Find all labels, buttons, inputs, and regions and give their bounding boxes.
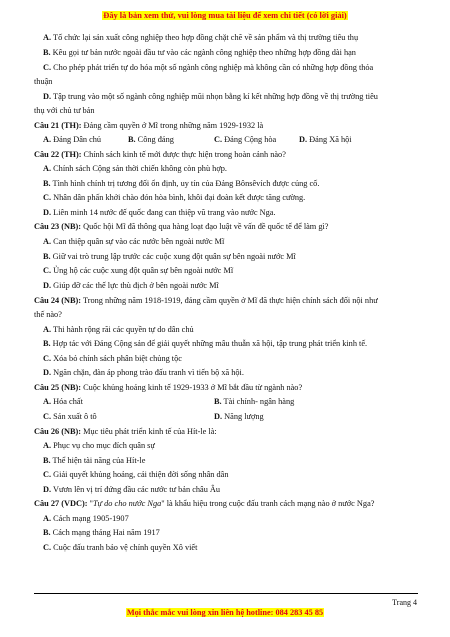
line-text: Cách mạng 1905-1907: [51, 514, 129, 523]
line-label: D.: [43, 208, 52, 217]
line-label: C.: [214, 135, 223, 144]
line-text: Trong những năm 1918-1919, đảng cầm quyền ở Mĩ đã thực hiện chính sách đối nội như: [81, 296, 378, 305]
question-line: [34, 222, 328, 232]
line-label: Câu 26 (NB):: [34, 427, 82, 436]
line-label: A.: [43, 325, 52, 334]
answer-option: [299, 135, 352, 145]
answer-option: [43, 441, 155, 451]
line-text: Nhân dân phấn khởi chào đón hòa bình, khôi đại đoàn kết được tăng cường.: [51, 193, 306, 202]
line-text: Đảng Dân chủ: [51, 135, 102, 144]
line-text: thuận: [34, 77, 53, 86]
answer-option: [43, 92, 378, 102]
line-label: B.: [43, 252, 51, 261]
line-label: D.: [43, 92, 52, 101]
line-text: Tập trung vào một số ngành công nghiệp mũi nhọn bằng kí kết những hợp đồng về thị trường tiêu: [51, 92, 378, 101]
answer-option: [43, 179, 319, 189]
line-label: Câu 22 (TH):: [34, 150, 82, 159]
line-text: Vươn lên vị trí đứng đầu các nước tư bản châu Âu: [51, 485, 221, 494]
line-label: B.: [43, 528, 51, 537]
line-label: Câu 24 (NB):: [34, 296, 82, 305]
answer-option: [43, 193, 305, 203]
line-text: Phục vụ cho mục đích quân sự: [51, 441, 155, 450]
line-text: Thể hiện tài năng của Hít-le: [50, 456, 146, 465]
line-label: D.: [43, 485, 52, 494]
continuation-line: [34, 77, 52, 87]
question-text-post: " là khẩu hiệu trong cuộc đấu tranh cách mạng nào ở nước Nga?: [161, 499, 375, 508]
line-text: Giữ vai trò trung lập trước các cuộc xung đột quân sự bên ngoài nước Mĩ: [50, 252, 296, 261]
answer-option: [43, 339, 367, 349]
line-label: A.: [43, 164, 52, 173]
line-label: C.: [43, 193, 52, 202]
hotline-footer: [0, 608, 450, 617]
line-label: A.: [43, 397, 52, 406]
line-label: D.: [43, 281, 52, 290]
line-text: Tình hình chính trị tương đối ổn định, uy tín của Đảng Bônsêvích được củng cố.: [50, 179, 320, 188]
line-text: Giúp đỡ các thế lực thù địch ở bên ngoài nước Mĩ: [51, 281, 219, 290]
question-line: [34, 383, 302, 393]
answer-option: [43, 543, 197, 553]
line-text: thế nào?: [34, 310, 62, 319]
line-text: Hóa chất: [51, 397, 83, 406]
answer-option: [43, 237, 224, 247]
line-label: Câu 25 (NB):: [34, 383, 82, 392]
answer-option: [43, 48, 356, 58]
answer-option: [43, 164, 227, 174]
preview-banner-text: Đây là bản xem thử, vui lòng mua tài liệu để xem chi tiết (có lời giải): [103, 11, 347, 20]
line-text: Ngăn chặn, đàn áp phong trào đấu tranh vì tiến bộ xã hội.: [51, 368, 244, 377]
line-label: A.: [43, 33, 52, 42]
answer-option: [43, 281, 219, 291]
line-label: B.: [214, 397, 222, 406]
line-text: Kêu gọi tư bản nước ngoài đầu tư vào các ngành công nghiệp theo những hợp đồng dài hạn: [50, 48, 356, 57]
line-text: Giải quyết khủng hoảng, cải thiện đời sống nhân dân: [51, 470, 229, 479]
line-text: Xóa bỏ chính sách phân biệt chủng tộc: [51, 354, 182, 363]
answer-option: [43, 514, 129, 524]
line-text: thụ với chủ tư bản: [34, 106, 95, 115]
line-text: Cách mạng tháng Hai năm 1917: [50, 528, 160, 537]
line-label: A.: [43, 514, 52, 523]
line-text: Chính sách Cộng sản thời chiến không còn phù hợp.: [51, 164, 227, 173]
line-text: Năng lượng: [222, 412, 264, 421]
line-text: Cuộc đấu tranh bảo vệ chính quyền Xô viết: [51, 543, 198, 552]
line-text: Đảng Cộng hòa: [222, 135, 277, 144]
line-text: Ủng hộ các cuộc xung đột quân sự bên ngoài nước Mĩ: [51, 266, 234, 275]
line-label: B.: [43, 456, 51, 465]
line-label: A.: [43, 441, 52, 450]
line-label: Câu 23 (NB):: [34, 222, 82, 231]
line-label: C.: [43, 354, 52, 363]
line-text: Sản xuất ô tô: [51, 412, 97, 421]
answer-option: [43, 368, 244, 378]
answer-option: [43, 456, 145, 466]
answer-option: [43, 412, 97, 422]
answer-option: [43, 33, 358, 43]
line-text: Tố chức lại sản xuất công nghiệp theo hợp đồng chặt chẽ về sản phẩm và thị trường tiêu thụ: [51, 33, 359, 42]
line-label: B.: [128, 135, 136, 144]
line-text: Liên minh 14 nước đế quốc đang can thiệp vũ trang vào nước Nga.: [51, 208, 276, 217]
answer-option: [214, 412, 264, 422]
answer-option: [43, 63, 373, 73]
preview-banner: [0, 11, 450, 20]
line-text: Thi hành rộng rãi các quyền tự do dân chủ: [51, 325, 194, 334]
answer-option: [43, 208, 276, 218]
question-quote: Tự do cho nước Nga: [92, 499, 162, 508]
question-line: [34, 150, 286, 160]
answer-option: [214, 397, 294, 407]
line-label: C.: [43, 266, 52, 275]
answer-option: [43, 528, 160, 538]
continuation-line: [34, 310, 62, 320]
answer-option: [43, 354, 182, 364]
answer-option: [128, 135, 174, 145]
line-text: Chính sách kinh tế mới được thực hiện trong hoàn cảnh nào?: [81, 150, 286, 159]
line-label: B.: [43, 48, 51, 57]
line-label: C.: [43, 412, 52, 421]
answer-option: [43, 485, 220, 495]
line-label: B.: [43, 179, 51, 188]
answer-option: [43, 470, 229, 480]
line-label: B.: [43, 339, 51, 348]
question-line: [34, 121, 263, 131]
answer-option: [43, 397, 83, 407]
line-label: D.: [214, 412, 223, 421]
line-label: A.: [43, 237, 52, 246]
line-text: Đảng Xã hội: [307, 135, 352, 144]
answer-option: [43, 325, 194, 335]
line-label: D.: [43, 368, 52, 377]
question-line: [34, 427, 217, 437]
line-text: Đảng cầm quyền ở Mĩ trong những năm 1929-1932 là: [81, 121, 264, 130]
line-text: Can thiệp quân sự vào các nước bên ngoài nước Mĩ: [51, 237, 225, 246]
line-label: C.: [43, 63, 52, 72]
answer-option: [43, 135, 101, 145]
line-label: C.: [43, 543, 52, 552]
line-text: Cuộc khủng hoảng kinh tế 1929-1933 ở Mĩ bắt đầu từ ngành nào?: [81, 383, 303, 392]
line-text: Cho phép phát triển tự do hóa một số ngành công nghiệp mà không cần có những hợp đồng thỏa: [51, 63, 374, 72]
question-line: [34, 296, 378, 306]
line-label: A.: [43, 135, 52, 144]
answer-option: [43, 266, 233, 276]
line-text: Công đảng: [135, 135, 174, 144]
footer-divider: [34, 593, 418, 594]
question-text-pre: ": [87, 499, 93, 508]
hotline-text: Mọi thắc mắc vui lòng xin liên hệ hotline: 084 283 45 85: [126, 608, 324, 617]
line-text: Mục tiêu phát triển kinh tế của Hít-le là:: [81, 427, 217, 436]
line-text: Hợp tác với Đảng Cộng sản để giải quyết những mâu thuẫn xã hội, tập trung phát triển kinh tế.: [50, 339, 368, 348]
line-label: D.: [299, 135, 308, 144]
page-number: Trang 4: [392, 598, 417, 607]
question-27: [34, 499, 374, 509]
answer-option: [43, 252, 296, 262]
line-label: C.: [43, 470, 52, 479]
continuation-line: [34, 106, 95, 116]
line-text: Quốc hội Mĩ đã thông qua hàng loạt đạo luật về vấn đề quốc tế để làm gì?: [81, 222, 329, 231]
question-label: Câu 27 (VDC):: [34, 499, 88, 508]
line-label: Câu 21 (TH):: [34, 121, 82, 130]
line-text: Tài chính- ngân hàng: [221, 397, 295, 406]
answer-option: [214, 135, 276, 145]
